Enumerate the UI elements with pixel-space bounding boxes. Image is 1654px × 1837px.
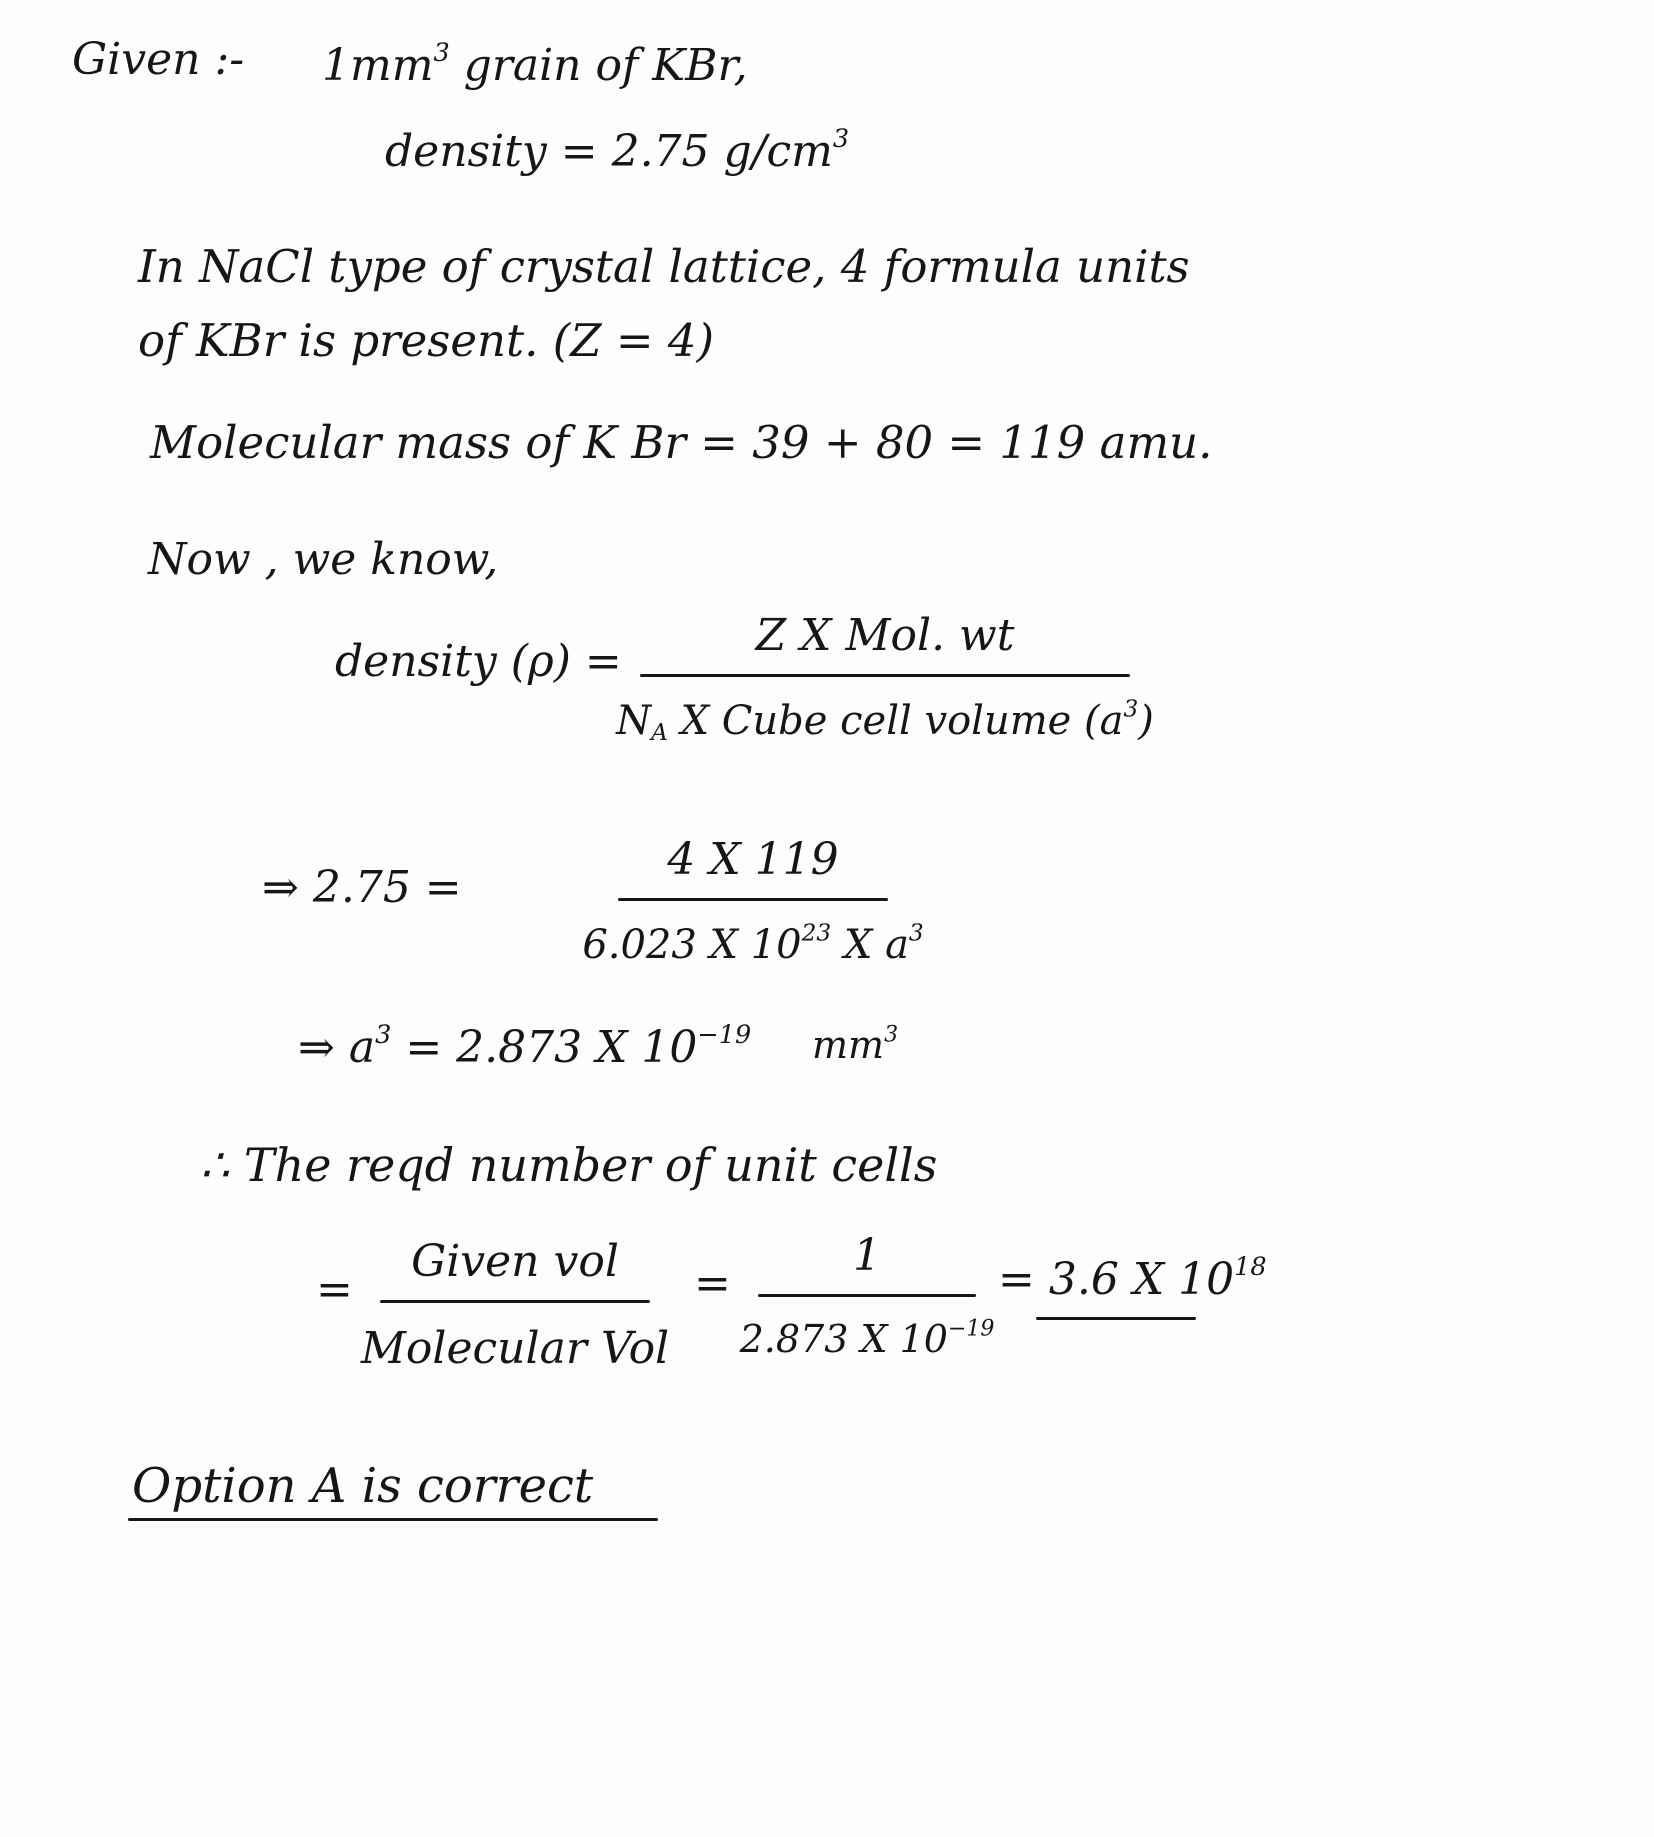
density-formula-lhs: density (ρ) =: [335, 636, 622, 687]
conclusion: Option A is correct: [132, 1458, 594, 1514]
step1-fraction: [582, 834, 924, 969]
result-numerator-1: Given vol: [411, 1236, 619, 1287]
step1-denominator: 6.023 X $10^{23}$ X $a^3$: [582, 920, 924, 969]
result-eq-1: =: [316, 1264, 353, 1315]
step1-lhs: ⇒ 2.75 =: [262, 862, 462, 913]
conclusion-underline: [128, 1518, 658, 1521]
lattice-line-2: of KBr is present. (Z = 4): [138, 314, 715, 367]
grain-text: $1mm^3$ grain of KBr,: [322, 37, 748, 91]
density-given: density = 2.75 $g/cm^3$: [385, 123, 850, 177]
step2-unit: $mm^3$: [812, 1022, 899, 1067]
final-value-underline: [1036, 1317, 1196, 1320]
formula-numerator: Z X Mol. wt: [755, 610, 1015, 661]
result-denominator-1: Molecular Vol: [360, 1323, 670, 1375]
result-fraction-bar-1: [380, 1300, 650, 1303]
result-eq-2: =: [694, 1258, 731, 1309]
step1-numerator: 4 X 119: [667, 834, 839, 885]
result-denominator-2: 2.873 X $10^{-19}$: [739, 1316, 995, 1362]
therefore-line: ∴ The reqd number of unit cells: [200, 1138, 938, 1192]
final-value: = 3.6 X $10^{18}$: [998, 1251, 1267, 1305]
given-label: Given :-: [72, 34, 245, 85]
step1-fraction-bar: [618, 898, 888, 901]
result-fraction-2: [739, 1230, 995, 1362]
formula-denominator: $N_A$ X Cube cell volume $(a^3)$: [616, 696, 1154, 747]
result-numerator-2: 1: [853, 1230, 881, 1281]
result-fraction-bar-2: [758, 1294, 976, 1297]
formula-fraction-bar: [640, 674, 1130, 677]
step2-line: ⇒ $a^3 = 2.873$ X $10^{-19}$: [298, 1019, 752, 1073]
density-formula-fraction: [616, 610, 1154, 747]
now-we-know: Now , we know,: [148, 534, 499, 585]
result-fraction-1: [360, 1236, 670, 1375]
lattice-line-1: In NaCl type of crystal lattice, 4 formula units: [138, 240, 1190, 293]
molecular-mass-line: Molecular mass of K Br = 39 + 80 = 119 amu.: [150, 416, 1213, 469]
